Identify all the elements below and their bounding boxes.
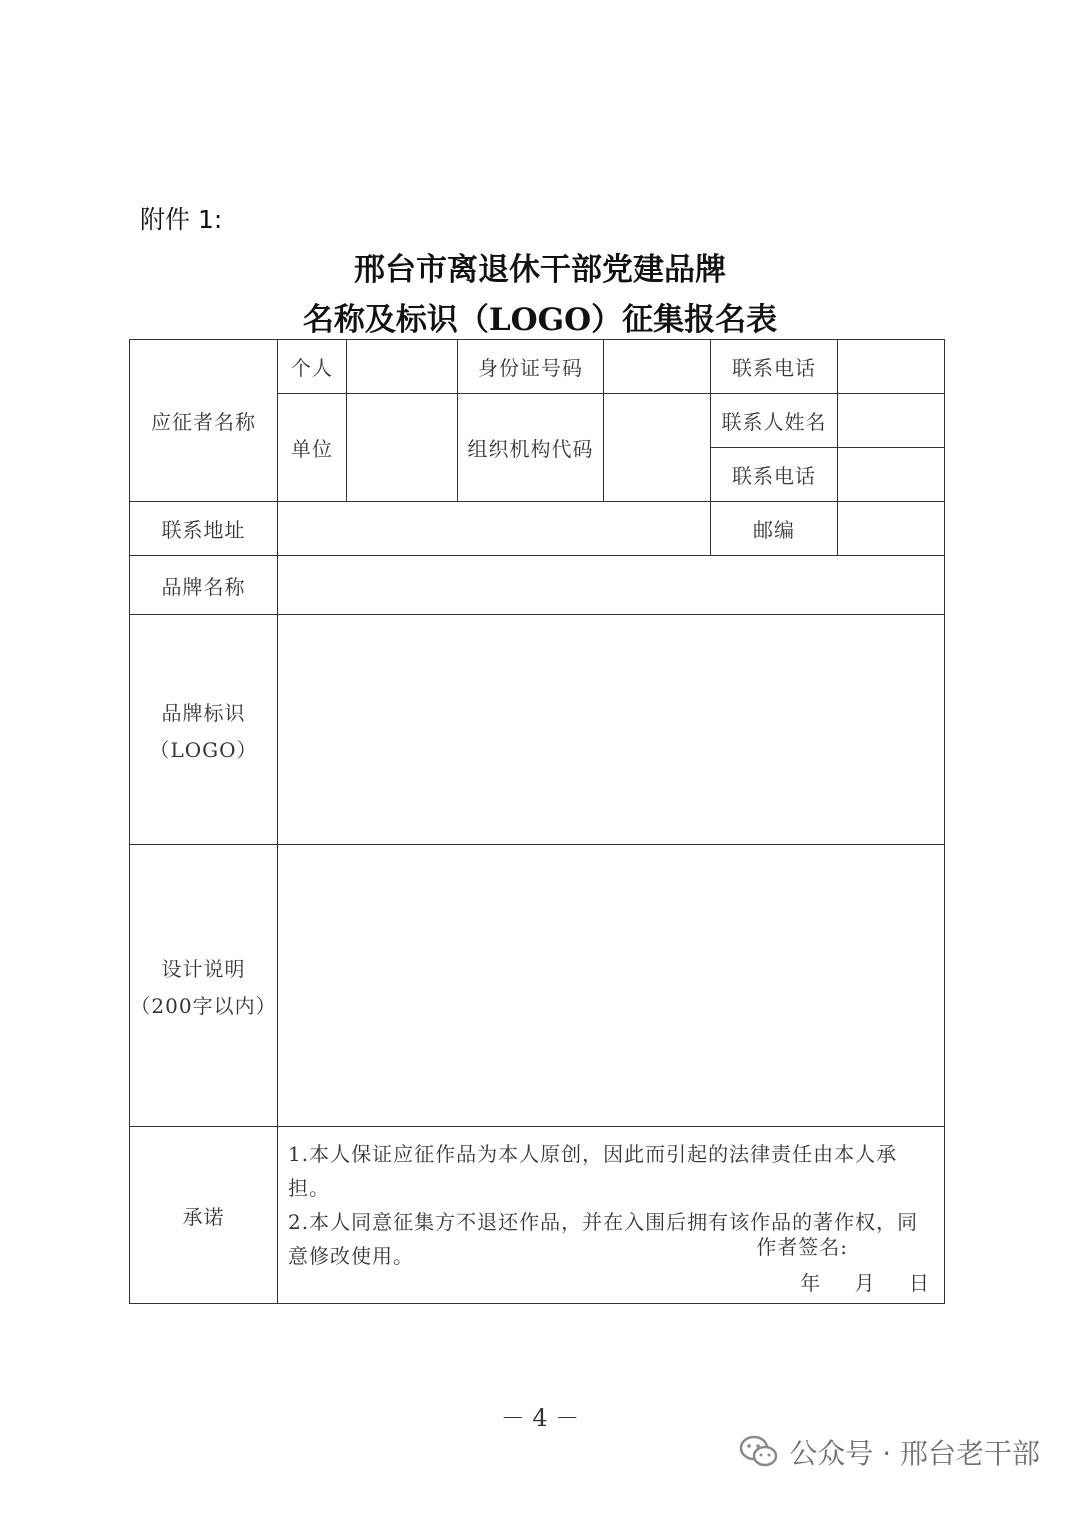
date-label: 年 月 日 <box>800 1271 930 1295</box>
table-row <box>130 1127 945 1304</box>
wechat-icon <box>739 1435 779 1469</box>
page-number: － 4 － <box>500 1404 580 1432</box>
promise-item-1: 1.本人保证应征作品为本人原创，因此而引起的法律责任由本人承担。 <box>288 1142 898 1200</box>
promise-label: 承诺 <box>130 1127 278 1304</box>
brand-name-label: 品牌名称 <box>130 556 278 615</box>
brand-logo-label <box>130 615 278 845</box>
document-title-line-2: 名称及标识（LOGO）征集报名表 <box>302 302 778 338</box>
brand-logo-label-line-1: 品牌标识 <box>161 700 246 725</box>
postcode-field[interactable] <box>838 502 945 556</box>
wechat-watermark <box>739 1432 1040 1472</box>
address-label: 联系地址 <box>130 502 278 556</box>
individual-name-field[interactable] <box>347 340 458 394</box>
table-row <box>130 845 945 1127</box>
registration-form-table <box>129 339 945 1304</box>
postcode-label: 邮编 <box>711 502 838 556</box>
table-row <box>130 615 945 845</box>
attachment-label: 附件 1: <box>140 205 223 234</box>
design-description-field[interactable] <box>278 845 945 1127</box>
table-row <box>130 502 945 556</box>
id-number-field[interactable] <box>604 340 711 394</box>
design-label-line-1: 设计说明 <box>161 956 246 981</box>
phone-label: 联系电话 <box>711 340 838 394</box>
org-code-label: 组织机构代码 <box>458 394 604 502</box>
contact-name-label: 联系人姓名 <box>711 394 838 448</box>
individual-label: 个人 <box>278 340 347 394</box>
applicant-name-label: 应征者名称 <box>130 340 278 502</box>
phone-field[interactable] <box>838 340 945 394</box>
phone-field-2[interactable] <box>838 448 945 502</box>
document-title-line-1: 邢台市离退休干部党建品牌 <box>354 252 726 288</box>
design-label-line-2: （200字以内） <box>130 993 277 1018</box>
brand-name-field[interactable] <box>278 556 945 615</box>
address-field[interactable] <box>278 502 711 556</box>
table-row <box>130 556 945 615</box>
id-number-label: 身份证号码 <box>458 340 604 394</box>
table-row <box>130 340 945 394</box>
contact-name-field[interactable] <box>838 394 945 448</box>
brand-logo-label-line-2: （LOGO） <box>149 737 258 762</box>
watermark-text: 公众号 · 邢台老干部 <box>789 1437 1040 1470</box>
promise-content <box>278 1127 945 1304</box>
author-signature-label: 作者签名: <box>756 1235 848 1259</box>
phone-label-2: 联系电话 <box>711 448 838 502</box>
unit-name-field[interactable] <box>347 394 458 502</box>
org-code-field[interactable] <box>604 394 711 502</box>
unit-label: 单位 <box>278 394 347 502</box>
promise-item-2: 2.本人同意征集方不退还作品，并在入围后拥有该作品的著作权，同意修改使用。 <box>288 1210 919 1268</box>
design-description-label <box>130 845 278 1127</box>
brand-logo-field[interactable] <box>278 615 945 845</box>
